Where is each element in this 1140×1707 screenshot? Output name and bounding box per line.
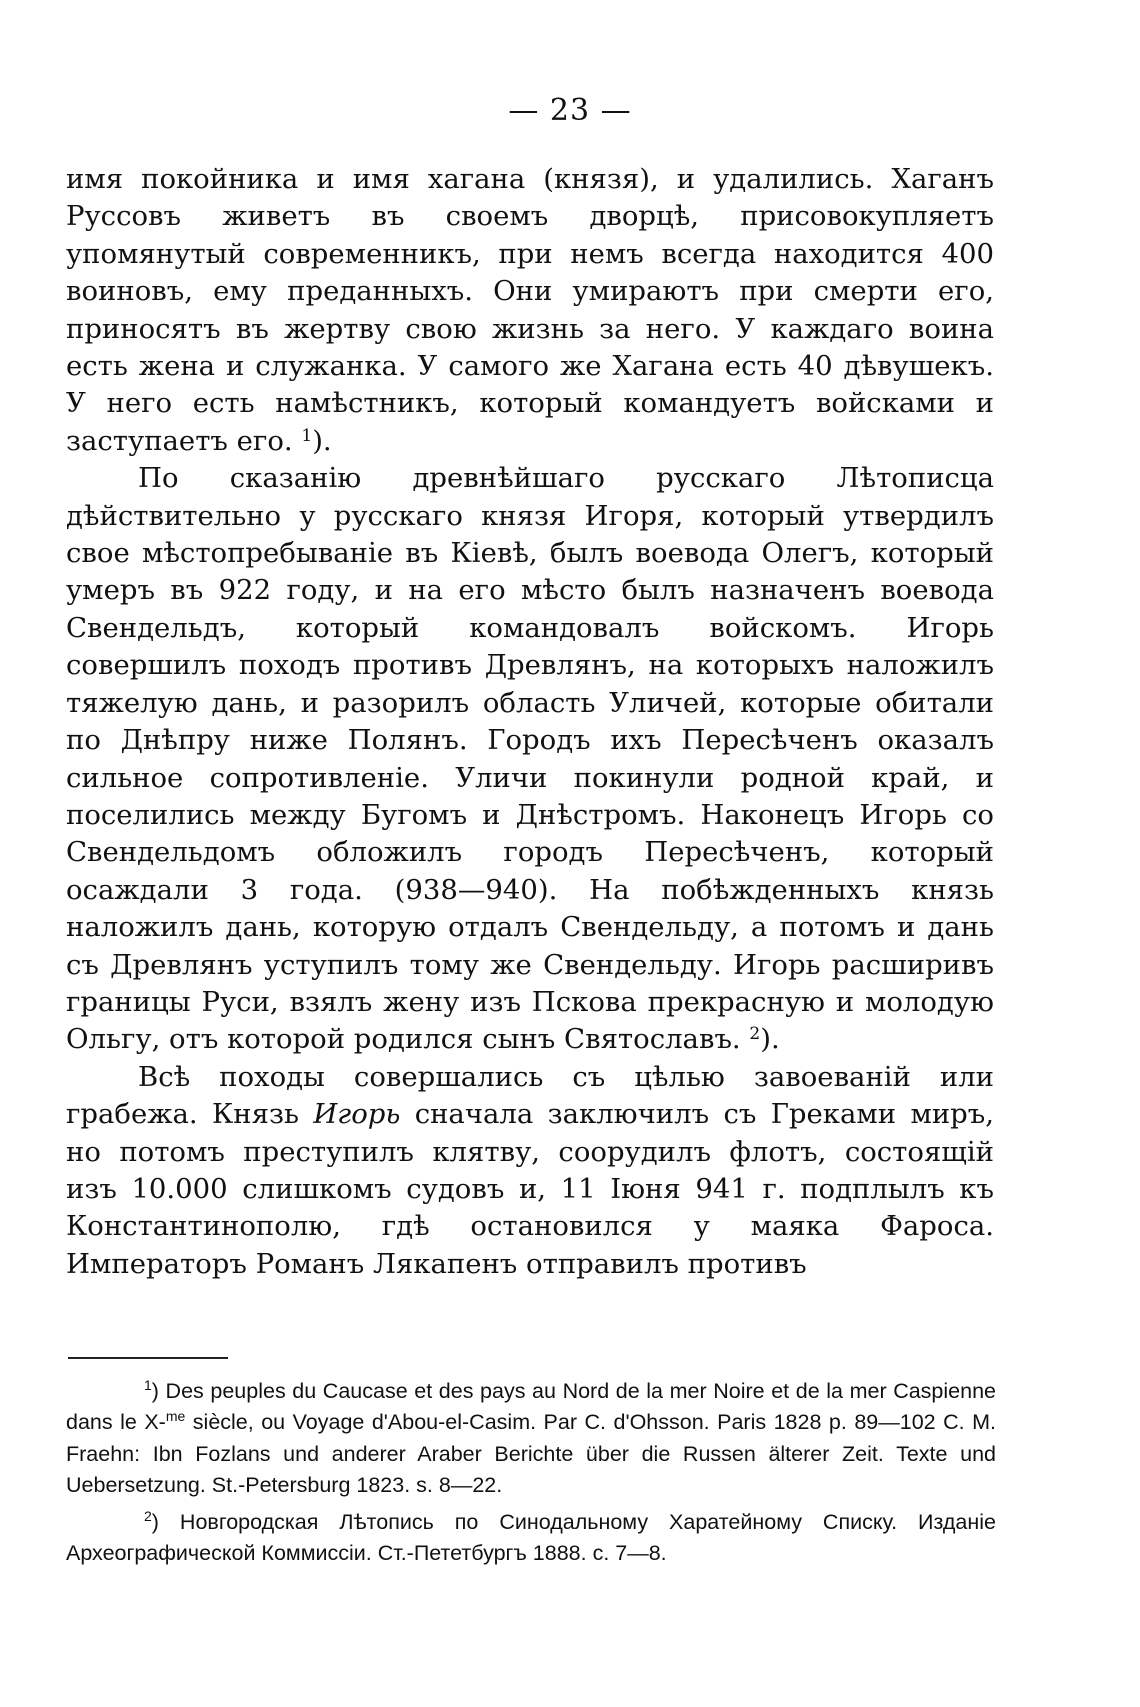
footnote-1-mark: 1: [144, 1377, 152, 1393]
footnote-1-text: ) Des peuples du Caucase et des pays au Nord de la mer Noire et de la mer Caspienne dans le X-: [66, 1379, 996, 1435]
footnote-ref-2: 2: [749, 1024, 761, 1045]
paragraph-3-start: Всѣ походы совершались съ цѣлью завоеваній или грабежа. Князь: [66, 1060, 994, 1131]
paragraph-3-emphasis: Игорь: [313, 1098, 401, 1131]
page-number: — 23 —: [508, 93, 632, 128]
paragraph-2-text: По сказанію древнѣйшаго русскаго Лѣтописца дѣйствительно у русскаго князя Игоря, который утвердилъ свое мѣстопребываніе въ Кіевѣ, былъ воевода Олегъ, который умеръ въ 922 году, и на его мѣсто былъ назначенъ воевода Свендельдъ, который командовалъ войскомъ. Игорь совершилъ походъ противъ Древлянъ, на которыхъ наложилъ тяжелую дань, и разорилъ область Уличей, которые обитали по Днѣпру ниже Полянъ. Городъ ихъ Пересѣченъ оказалъ сильное сопротивленіе. Уличи покинули родной край, и поселились между Бугомъ и Днѣстромъ. Наконецъ Игорь со Свендельдомъ обложилъ городъ Пересѣченъ, который осаждали 3 года. (938—940). На побѣжденныхъ князь наложилъ дань, которую отдалъ Свендельду, а потомъ и дань съ Древлянъ уступилъ тому же Свендельду. Игорь расширивъ границы Руси, взялъ жену изъ Пскова прекрасную и молодую Ольгу, отъ которой родился сынъ Святославъ.: [66, 462, 994, 1056]
main-text: [66, 161, 994, 1283]
paragraph-3-text: сначала заключилъ съ Греками миръ, но потомъ преступилъ клятву, соорудилъ флотъ, состоящій изъ 10.000 слишкомъ судовъ и, 11 Іюня 941 г. подплылъ къ Константинополю, гдѣ остановился у маяка Фароса. Императоръ Романъ Лякапенъ отправилъ противъ: [66, 1098, 995, 1280]
footnote-2-text: ) Новгородская Лѣтопись по Синодальному Харатейному Списку. Изданіе Археографической Коммиссіи. Ст.-Пететбургъ 1888. с. 7—8.: [66, 1510, 996, 1566]
paragraph-1-end: ).: [312, 424, 332, 457]
footnote-1-superscript: me: [165, 1408, 186, 1425]
footnote-ref-1: 1: [301, 425, 313, 446]
paragraph-3: [66, 1059, 994, 1283]
paragraph-2: [66, 460, 994, 1059]
paragraph-1: [66, 161, 994, 460]
paragraph-2-end: ).: [760, 1023, 780, 1056]
footnote-1-text-cont: siècle, ou Voyage d'Abou-el-Casim. Par C. d'Ohsson. Paris 1828 p. 89—102 C. M. Fraehn: Ibn Fozlans und anderer Araber Berichte über die Russen älterer Zeit. Texte und Uebersetzung. St.-Petersburg 1823. s. 8—22.: [66, 1410, 996, 1497]
footnote-1: [66, 1376, 996, 1501]
footnote-2: [66, 1507, 996, 1570]
footnote-2-mark: 2: [144, 1508, 152, 1525]
paragraph-1-text: имя покойника и имя хагана (князя), и удалились. Хаганъ Руссовъ живетъ въ своемъ дворцѣ, присовокупляетъ упомянутый современникъ, при немъ всегда находится 400 воиновъ, ему преданныхъ. Они умираютъ при смерти его, приносятъ въ жертву свою жизнь за него. У каждаго воина есть жена и служанка. У самого же Хагана есть 40 дѣвушекъ. У него есть намѣстникъ, который командуетъ войсками и заступаетъ его.: [66, 163, 994, 457]
footnotes: [66, 1376, 996, 1576]
footnote-divider: [68, 1357, 228, 1359]
